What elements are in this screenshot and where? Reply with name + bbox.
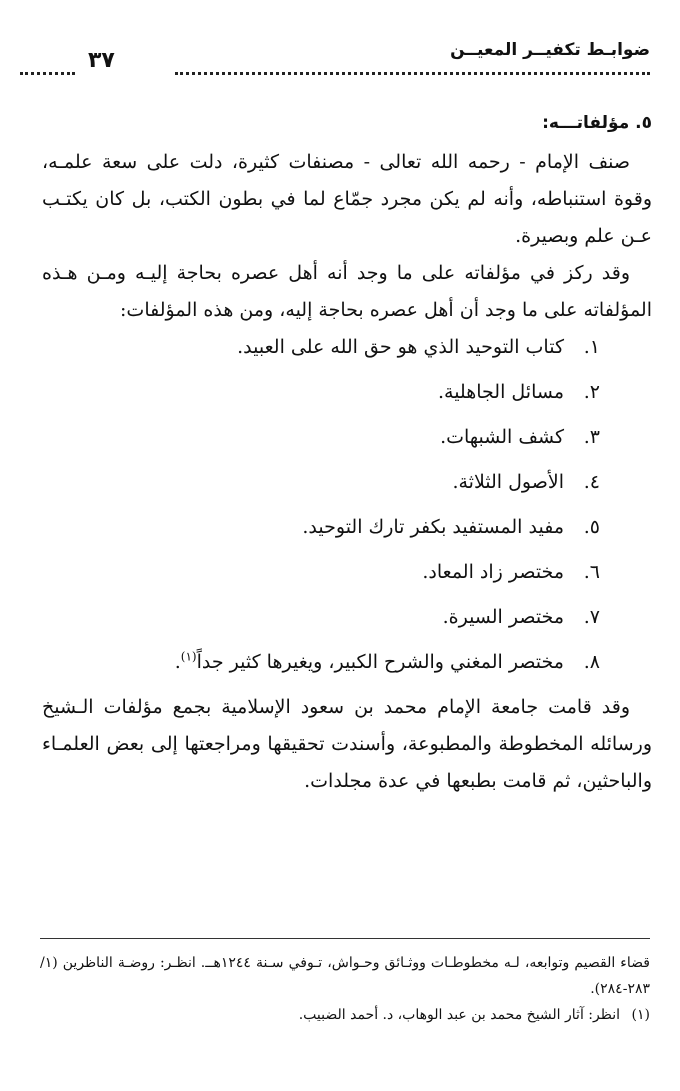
page-number: ٣٧ [88,48,115,73]
footnote-text: انظر: آثار الشيخ محمد بن عبد الوهاب، د. أحمد الضبيب. [298,1007,620,1023]
running-title: ضوابـط تكفيــر المعيــن [450,40,650,60]
works-list [42,329,652,681]
list-item [42,419,600,456]
item-title: مسائل الجاهلية. [437,381,564,403]
item-number: ١. [583,336,600,358]
list-item: ٨.مختصر المغني والشرح الكبير، ويغيرها كثير جداً$^{(١)}$. [42,644,600,681]
main-text [42,105,652,800]
item-title: كتاب التوحيد الذي هو حق الله على العبيد. [237,336,564,358]
paragraph: وقد قامت جامعة الإمام محمد بن سعود الإسلامية بجمع مؤلفات الـشيخ ورسائله المخطوطة والمطبوعة، وأسندت تحقيقها ومراجعتها إلى بعض العلمـاء والباحثين، ثم قامت بطبعها في عدة مجلدات. [42,696,652,792]
list-item [42,554,600,591]
item-number: ٢. [583,381,600,403]
item-number: ٤. [583,471,600,493]
paragraph: وقد ركز في مؤلفاته على ما وجد أنه أهل عصره بحاجة إليـه ومـن هـذه المؤلفاته على ما وجد أن أهل عصره بحاجة إليه، ومن هذه المؤلفات: [42,262,652,321]
running-header [20,40,650,80]
footnote-number: (١) [631,1007,650,1023]
item-number: ٣. [583,426,600,448]
header-rule [175,72,650,75]
list-item [42,599,600,636]
item-title: كشف الشبهات. [440,426,564,448]
header-rule-left [20,72,75,75]
item-number: ٨. [583,651,600,673]
item-title: مفيد المستفيد بكفر تارك التوحيد. [302,516,564,538]
footnote-marker[interactable]: (١) [180,649,197,664]
list-item [42,329,600,366]
list-item [42,509,600,546]
item-title: مختصر السيرة. [442,606,564,628]
footnote-carryover: قضاء القصيم وتوابعه، لـه مخطوطـات ووثـائق وحـواش، تـوفي سـنة ١٢٤٤هــ. انظـر: روضـة الناظرين (١/ ٢٨٣-٢٨٤). [40,955,650,997]
footnote [40,1002,650,1028]
item-title: الأصول الثلاثة. [452,471,564,493]
item-title: مختصر المغني والشرح الكبير، ويغيرها كثير جداً [196,651,564,673]
item-title: مختصر زاد المعاد. [422,561,564,583]
footnotes [40,950,650,1028]
list-item [42,374,600,411]
list-item [42,464,600,501]
item-number: ٦. [583,561,600,583]
item-number: ٧. [583,606,600,628]
paragraph: صنف الإمام - رحمه الله تعالى - مصنفات كثيرة، دلت على سعة علمـه، وقوة استنباطه، وأنه لم يكن مجرد جمّاع لما في بطون الكتب، بل كان يكتـب عـن علم وبصيرة. [42,151,652,247]
item-number: ٥. [583,516,600,538]
footnote-divider [40,938,650,939]
section-heading: ٥. مؤلفاتـــه: [542,113,652,133]
